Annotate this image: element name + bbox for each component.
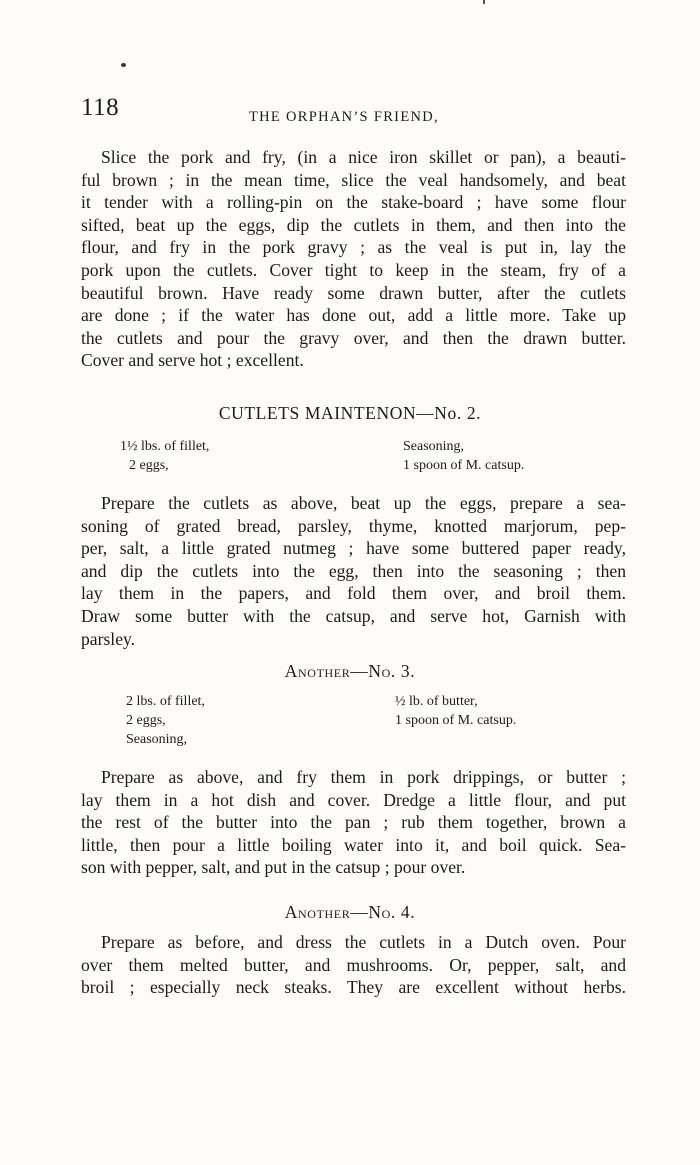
- section-heading-cutlets-maintenon: CUTLETS MAINTENON—No. 2.: [218, 403, 482, 423]
- ingredient: 1 spoon of M. catsup.: [403, 458, 525, 473]
- ingredients-left: [118, 437, 209, 475]
- paragraph-line: broil ; especially neck steaks. They are excellent without herbs.: [81, 977, 626, 998]
- paragraph-line: it tender with a rolling-pin on the stake-board ; have some flour: [81, 192, 626, 213]
- paragraph-line: are done ; if the water has done out, add a little more. Take up: [81, 305, 626, 326]
- ingredient: Seasoning,: [403, 439, 465, 454]
- paragraph-line: pork upon the cutlets. Cover tight to keep in the steam, fry of a: [81, 259, 626, 280]
- ingredient: 1½ lbs. of fillet,: [120, 439, 210, 454]
- paragraph-line: the rest of the butter into the pan ; rub them together, brown a: [81, 812, 626, 833]
- page-number: 118: [81, 94, 120, 121]
- ingredients-right: [395, 692, 516, 730]
- paragraph-line: ful brown ; in the mean time, slice the veal handsomely, and beat: [81, 169, 626, 190]
- paragraph-line: and dip the cutlets into the egg, then into the seasoning ; then: [81, 560, 626, 581]
- ingredient: Seasoning,: [126, 732, 188, 747]
- paragraph-line: flour, and fry in the pork gravy ; as the veal is put in, lay the: [81, 237, 626, 258]
- paragraph-line: over them melted butter, and mushrooms. Or, pepper, salt, and: [81, 954, 626, 975]
- ingredient: 2 eggs,: [129, 458, 169, 473]
- ingredient: 2 lbs. of fillet,: [126, 694, 205, 709]
- paragraph-line: Prepare the cutlets as above, beat up the eggs, prepare a sea-: [101, 493, 626, 513]
- ingredient: 2 eggs,: [126, 713, 166, 728]
- paragraph-1: [81, 146, 626, 372]
- paragraph-line: Draw some butter with the catsup, and serve hot, Garnish with: [81, 605, 626, 626]
- paragraph-line: Prepare as above, and fry them in pork drippings, or butter ;: [101, 767, 626, 787]
- ingredients-right: [403, 437, 524, 475]
- paragraph-line: parsley.: [81, 628, 136, 649]
- running-title: THE ORPHAN’S FRIEND,: [249, 109, 439, 125]
- paragraph-3: [81, 766, 626, 879]
- paragraph-line: lay them in the papers, and fold them over, and broil them.: [81, 583, 626, 604]
- paragraph-line: beautiful brown. Have ready some drawn butter, after the cutlets: [81, 282, 626, 303]
- paragraph-line: sifted, beat up the eggs, dip the cutlets in them, and then into the: [81, 214, 626, 235]
- paragraph-line: Prepare as before, and dress the cutlets in a Dutch oven. Pour: [101, 932, 626, 952]
- paragraph-4: [81, 931, 626, 999]
- paragraph-line: per, salt, a little grated nutmeg ; have some buttered paper ready,: [81, 538, 626, 559]
- ingredient: ½ lb. of butter,: [395, 694, 478, 709]
- paragraph-line: Slice the pork and fry, (in a nice iron skillet or pan), a beauti-: [101, 147, 626, 167]
- paragraph-line: little, then pour a little boiling water into it, and boil quick. Sea-: [81, 834, 626, 855]
- paragraph-line: lay them in a hot dish and cover. Dredge a little flour, and put: [81, 789, 626, 810]
- scan-mark: [483, 0, 485, 4]
- page-header: [81, 92, 626, 132]
- section-heading-another-3: Another—No. 3.: [284, 661, 416, 681]
- scan-dot: [121, 63, 126, 67]
- paragraph-2: [81, 492, 626, 650]
- paragraph-line: Cover and serve hot ; excellent.: [81, 350, 304, 371]
- paragraph-line: son with pepper, salt, and put in the catsup ; pour over.: [81, 857, 466, 878]
- section-heading-another-4: Another—No. 4.: [284, 902, 416, 922]
- paragraph-line: soning of grated bread, parsley, thyme, knotted marjorum, pep-: [81, 515, 626, 536]
- ingredient: 1 spoon of M. catsup.: [395, 713, 517, 728]
- ingredients-left: [126, 692, 205, 749]
- paragraph-line: the cutlets and pour the gravy over, and then the drawn butter.: [81, 327, 626, 348]
